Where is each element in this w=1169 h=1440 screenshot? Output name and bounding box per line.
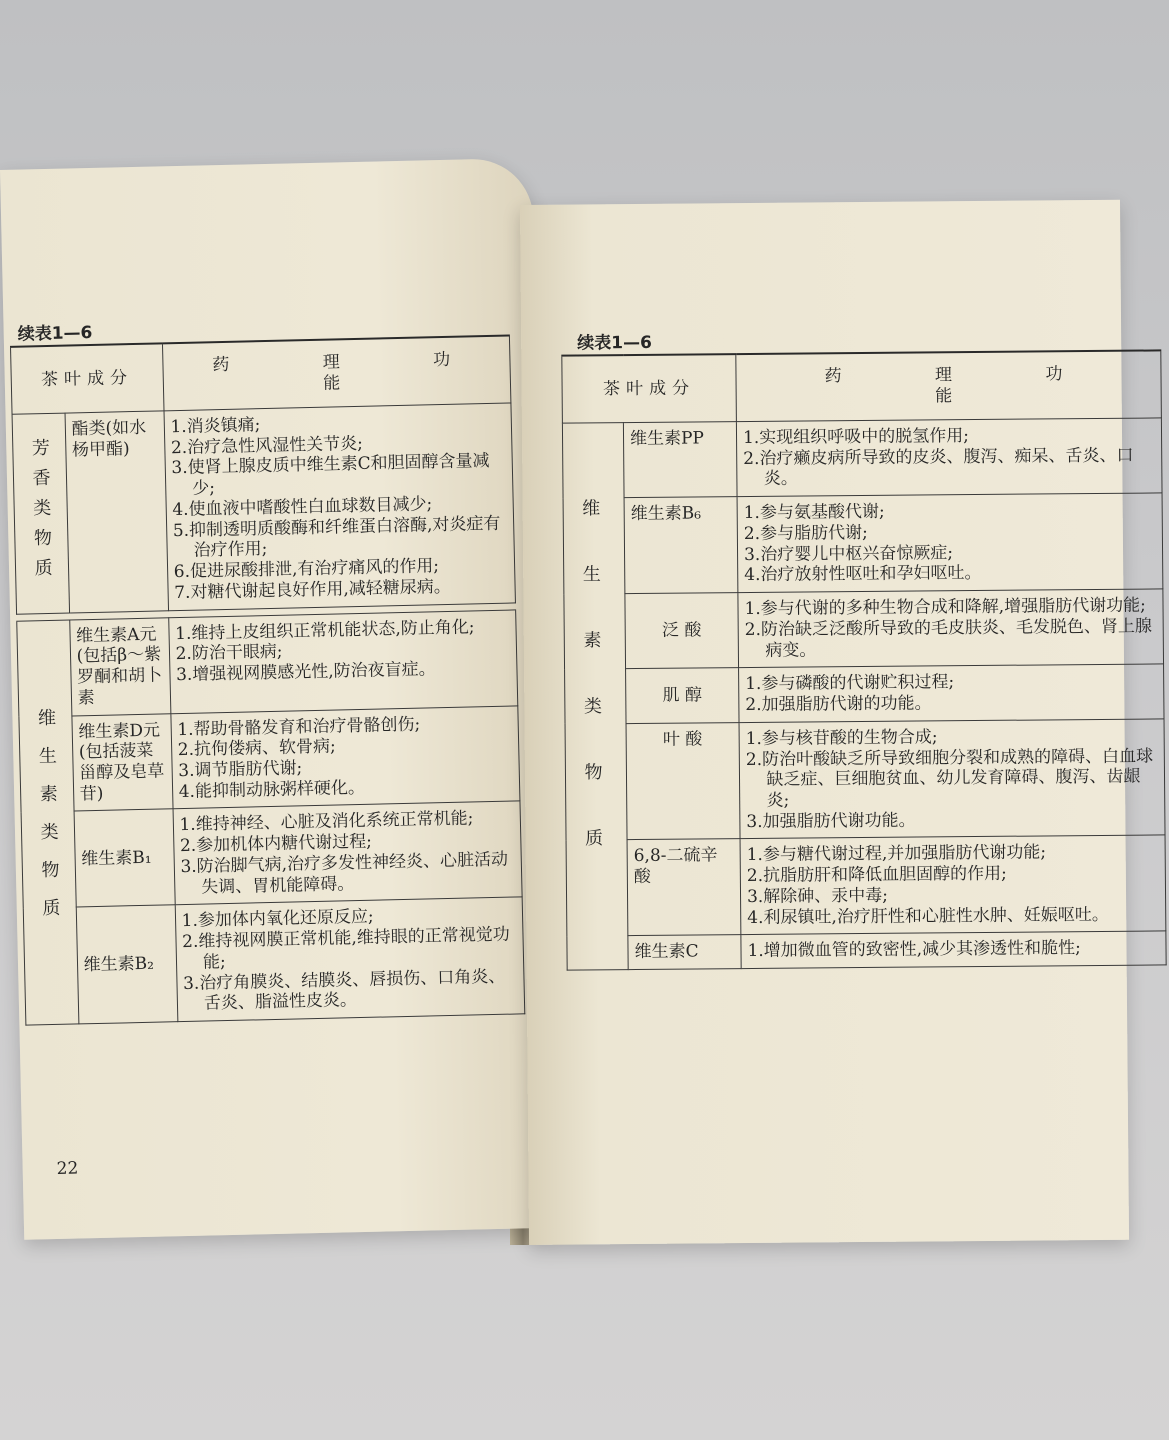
function-item: 2.治疗急性风湿性关节炎; (170, 433, 364, 458)
function-cell (736, 418, 1162, 497)
category-cell (12, 413, 69, 614)
category-label: 维生素类物质 (34, 708, 61, 937)
component-cell: 维生素B₂ (76, 905, 178, 1024)
function-item: 1.参与核苷酸的生物合成; (745, 727, 938, 749)
function-cell (738, 589, 1164, 668)
function-item: 1.维持神经、心脏及消化系统正常机能; (179, 808, 474, 836)
page-number: 22 (56, 1158, 79, 1179)
function-item: 4.治疗放射性呕吐和孕妇呕吐。 (744, 563, 982, 586)
table-row (563, 493, 1163, 594)
table-row (567, 931, 1166, 970)
component-cell: 酯类(如水杨甲酯) (65, 411, 169, 613)
component-cell: 维生素B₆ (624, 497, 738, 594)
function-cell (741, 931, 1166, 968)
table-header (562, 350, 1162, 423)
function-item: 1.参与糖代谢过程,并加强脂肪代谢功能; (746, 842, 1047, 866)
header-function: 药 理 功 能 (162, 335, 511, 410)
function-item: 2.防治叶酸缺乏所导致细胞分裂和成熟的障碍、白血球缺乏症、巨细胞贫血、幼儿发育障碍、腹泻、齿龈炎; (745, 746, 1154, 811)
table-row (565, 664, 1164, 724)
component-cell: 泛 酸 (625, 593, 739, 669)
table-row (19, 705, 520, 812)
right-page (520, 200, 1154, 1245)
function-item: 3.解除砷、汞中毒; (746, 885, 889, 907)
function-item: 1.帮助骨骼发育和治疗骨骼创伤; (177, 714, 421, 740)
function-item: 4.使血液中嗜酸性白血球数目减少; (172, 494, 433, 521)
function-item: 7.对糖代谢起良好作用,减轻糖尿病。 (174, 576, 452, 604)
function-item: 1.增加微血管的致密性,减少其渗透性和脆性; (747, 938, 1081, 962)
header-component: 茶叶成分 (562, 354, 737, 423)
function-item: 1.参加体内氧化还原反应; (181, 907, 374, 932)
function-cell (740, 835, 1166, 935)
function-cell (173, 801, 522, 905)
function-cell (739, 664, 1164, 722)
function-item: 1.维持上皮组织正常机能状态,防止角化; (174, 616, 475, 644)
component-cell: 肌 醇 (626, 668, 739, 723)
function-item: 2.参加机体内糖代谢过程; (179, 831, 373, 857)
function-item: 1.参与磷酸的代谢贮积过程; (745, 672, 955, 695)
function-cell (175, 897, 525, 1022)
left-table (10, 334, 525, 1025)
component-cell: 维生素A元(包括β～紫罗酮和胡卜素 (69, 617, 170, 715)
category-label: 芳香类物质 (28, 438, 54, 589)
function-cell (164, 403, 516, 610)
function-cell (737, 493, 1163, 593)
table-row (12, 403, 515, 614)
table-row (17, 610, 518, 717)
table-row (23, 897, 525, 1025)
component-cell: 维生素PP (623, 422, 737, 498)
function-item: 2.防治缺乏泛酸所导致的毛皮肤炎、毛发脱色、肾上腺病变。 (744, 616, 1153, 661)
component-cell: 叶 酸 (626, 722, 740, 840)
function-item: 3.治疗角膜炎、结膜炎、唇损伤、口角炎、舌炎、脂溢性皮炎。 (182, 966, 506, 1014)
table-row (565, 719, 1165, 841)
category-label: 维生素类物质 (579, 498, 604, 895)
category-cell (17, 620, 79, 1026)
function-item: 2.防治干眼病; (175, 642, 283, 665)
function-item: 3.加强脂肪代谢功能。 (746, 810, 916, 832)
function-item: 2.抗佝偻病、软骨病; (177, 736, 336, 761)
function-item: 3.治疗婴儿中枢兴奋惊厥症; (743, 542, 954, 565)
function-item: 4.能抑制动脉粥样硬化。 (178, 777, 366, 802)
component-cell: 维生素B₁ (74, 809, 175, 907)
function-item: 5.抑制透明质酸酶和纤维蛋白溶酶,对炎症有治疗作用; (172, 513, 501, 562)
function-item: 2.加强脂肪代谢的功能。 (745, 693, 932, 716)
component-cell: 维生素D元(包括菠菜甾醇及皂草苷) (71, 713, 172, 811)
function-item: 1.参与氨基酸代谢; (743, 502, 885, 524)
function-item: 3.使肾上腺皮质中维生素C和胆固醇含量减少; (171, 451, 490, 499)
table-row (564, 589, 1164, 669)
function-item: 1.参与代谢的多种生物合成和降解,增强脂肪代谢功能; (744, 595, 1146, 620)
table-header (11, 335, 511, 414)
function-item: 2.参与脂肪代谢; (743, 522, 868, 544)
function-item: 2.维持视网膜正常机能,维持眼的正常视觉功能; (181, 924, 510, 973)
function-item: 2.治疗癞皮病所导致的皮炎、腹泻、痴呆、舌炎、口炎。 (743, 445, 1134, 490)
function-cell (739, 719, 1165, 839)
component-cell: 维生素C (628, 935, 741, 970)
function-item: 3.增强视网膜感光性,防治夜盲症。 (175, 659, 436, 686)
category-cell (562, 423, 628, 971)
table-row (566, 835, 1166, 936)
header-function: 药 理 功 能 (736, 350, 1162, 421)
table-row (21, 801, 522, 908)
function-item: 2.抗脂肪肝和降低血胆固醇的作用; (746, 863, 1007, 887)
function-cell (168, 610, 517, 714)
left-page (0, 158, 556, 1240)
function-item: 1.实现组织呼吸中的脱氢作用; (742, 426, 970, 449)
table-continuation-label: 续表1—6 (577, 332, 652, 354)
function-item: 3.调节脂肪代谢; (178, 758, 303, 782)
function-item: 1.消炎镇痛; (170, 415, 261, 438)
function-item: 4.利尿镇吐,治疗肝性和心脏性水肿、妊娠呕吐。 (747, 904, 1109, 928)
header-component: 茶叶成分 (11, 343, 164, 414)
function-cell (170, 705, 519, 809)
table-continuation-label: 续表1—6 (17, 322, 93, 345)
right-table (561, 349, 1166, 970)
table-row (562, 418, 1162, 498)
component-cell: 6,8-二硫辛酸 (627, 839, 741, 936)
function-item: 6.促进尿酸排泄,有治疗痛风的作用; (173, 556, 440, 583)
function-item: 3.防治脚气病,治疗多发性神经炎、心脏活动失调、胃机能障碍。 (180, 849, 509, 898)
